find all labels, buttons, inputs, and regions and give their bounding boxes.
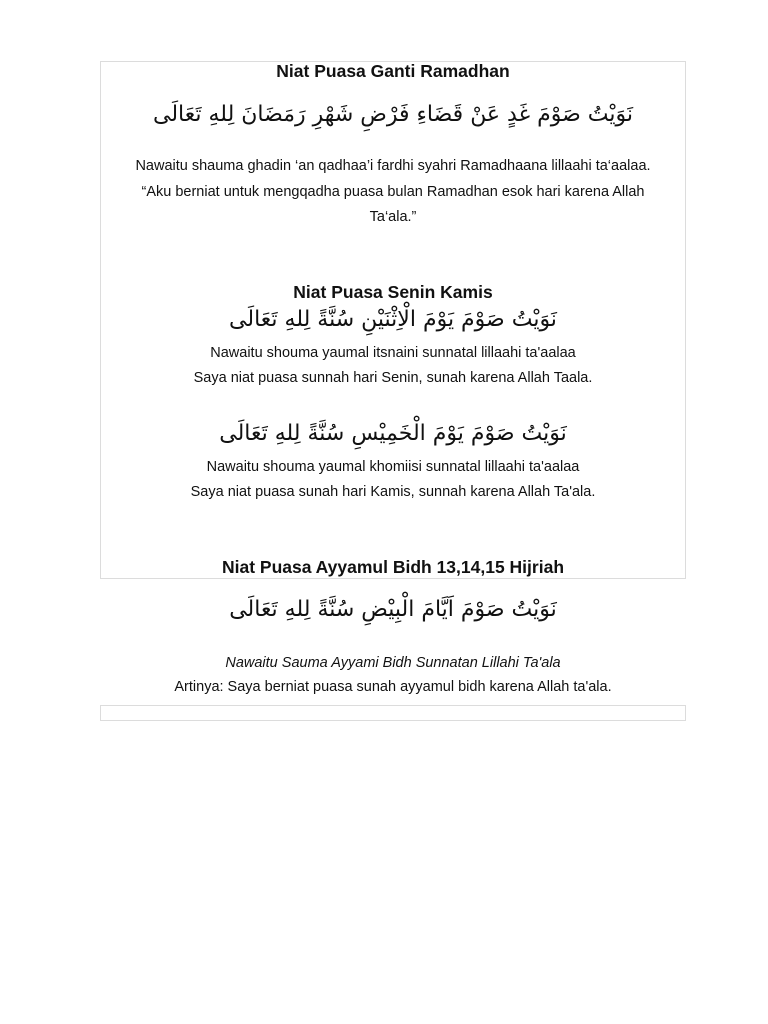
latin-niat-ganti-ramadhan: Nawaitu shauma ghadin ‘an qadhaa’i fardhi syahri Ramadhaana lillaahi ta‘aalaa.	[135, 158, 651, 174]
arabic-niat-kamis: نَوَيْتُ صَوْمَ يَوْمَ الْخَمِيْسِ سُنَّةً لِلهِ تَعَالَى	[219, 421, 567, 446]
translation-senin: Saya niat puasa sunnah hari Senin, sunah karena Allah Taala.	[193, 370, 593, 386]
heading-ganti-ramadhan: Niat Puasa Ganti Ramadhan	[276, 61, 510, 81]
arabic-niat-ayyamul-bidh: نَوَيْتُ صَوْمَ اَيَّامَ الْبِيْضِ سُنَّةً لِلهِ تَعَالَى	[229, 597, 557, 622]
latin-niat-kamis: Nawaitu shouma yaumal khomiisi sunnatal lillaahi ta'aalaa	[206, 459, 580, 475]
translation-ganti-ramadhan-line1: “Aku berniat untuk mengqadha puasa bulan Ramadhan esok hari karena Allah	[141, 184, 645, 200]
arabic-niat-ganti-ramadhan: نَوَيْتُ صَوْمَ غَدٍ عَنْ قَضَاءِ فَرْضِ شَهْرِ رَمَضَانَ لِلهِ تَعَالَى	[153, 102, 633, 127]
latin-niat-ayyamul-bidh: Nawaitu Sauma Ayyami Bidh Sunnatan Lillahi Ta'ala	[225, 655, 561, 671]
page-frame-bottom	[100, 705, 686, 721]
translation-kamis: Saya niat puasa sunah hari Kamis, sunnah karena Allah Ta'ala.	[190, 484, 596, 500]
heading-senin-kamis: Niat Puasa Senin Kamis	[293, 282, 493, 302]
latin-niat-senin: Nawaitu shouma yaumal itsnaini sunnatal lillaahi ta'aalaa	[210, 345, 576, 361]
heading-ayyamul-bidh: Niat Puasa Ayyamul Bidh 13,14,15 Hijriah	[221, 557, 565, 577]
arabic-niat-senin: نَوَيْتُ صَوْمَ يَوْمَ الْاِثْنَيْنِ سُنَّةً لِلهِ تَعَالَى	[229, 307, 557, 332]
translation-ganti-ramadhan-line2: Ta‘ala.”	[369, 209, 417, 225]
translation-ayyamul-bidh: Artinya: Saya berniat puasa sunah ayyamul bidh karena Allah ta'ala.	[174, 679, 612, 695]
